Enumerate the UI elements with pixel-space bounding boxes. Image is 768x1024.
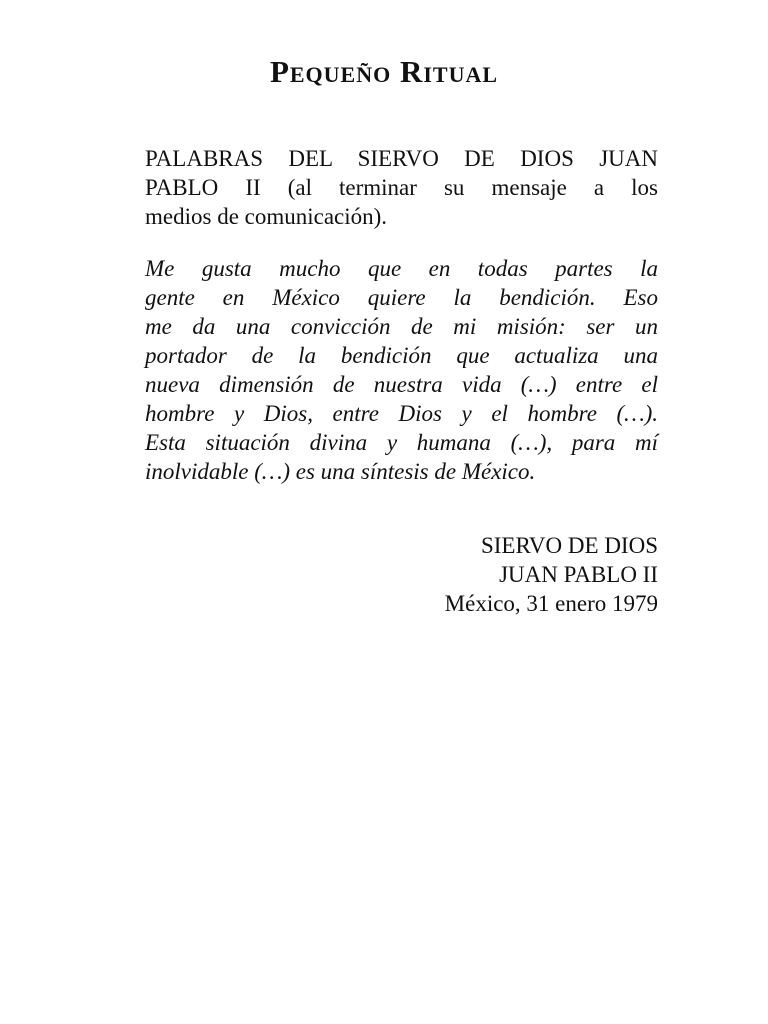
signature-title: SIERVO DE DIOS [480, 533, 658, 558]
intro-line: PABLO II (al terminar su mensaje a los [145, 175, 658, 200]
intro-paragraph [145, 144, 658, 231]
quote-line: hombre y Dios, entre Dios y el hombre (…). [145, 401, 658, 426]
intro-line: medios de comunicación). [145, 204, 388, 229]
page-title: Pequeño Ritual [269, 54, 499, 89]
signature-block [445, 531, 658, 618]
intro-line: PALABRAS DEL SIERVO DE DIOS JUAN [145, 146, 658, 171]
quote-line: nueva dimensión de nuestra vida (…) entre el [145, 372, 658, 397]
quote-line: me da una convicción de mi misión: ser un [145, 314, 658, 339]
signature-name: JUAN PABLO II [499, 562, 658, 587]
quote-line: Me gusta mucho que en todas partes la [145, 256, 658, 281]
quote-line: inolvidable (…) es una síntesis de México. [145, 459, 536, 484]
quote-line: Esta situación divina y humana (…), para mí [145, 430, 658, 455]
signature-place-date: México, 31 enero 1979 [444, 591, 658, 616]
quote-paragraph [145, 254, 658, 486]
quote-line: portador de la bendición que actualiza una [145, 343, 658, 368]
quote-line: gente en México quiere la bendición. Eso [145, 285, 658, 310]
